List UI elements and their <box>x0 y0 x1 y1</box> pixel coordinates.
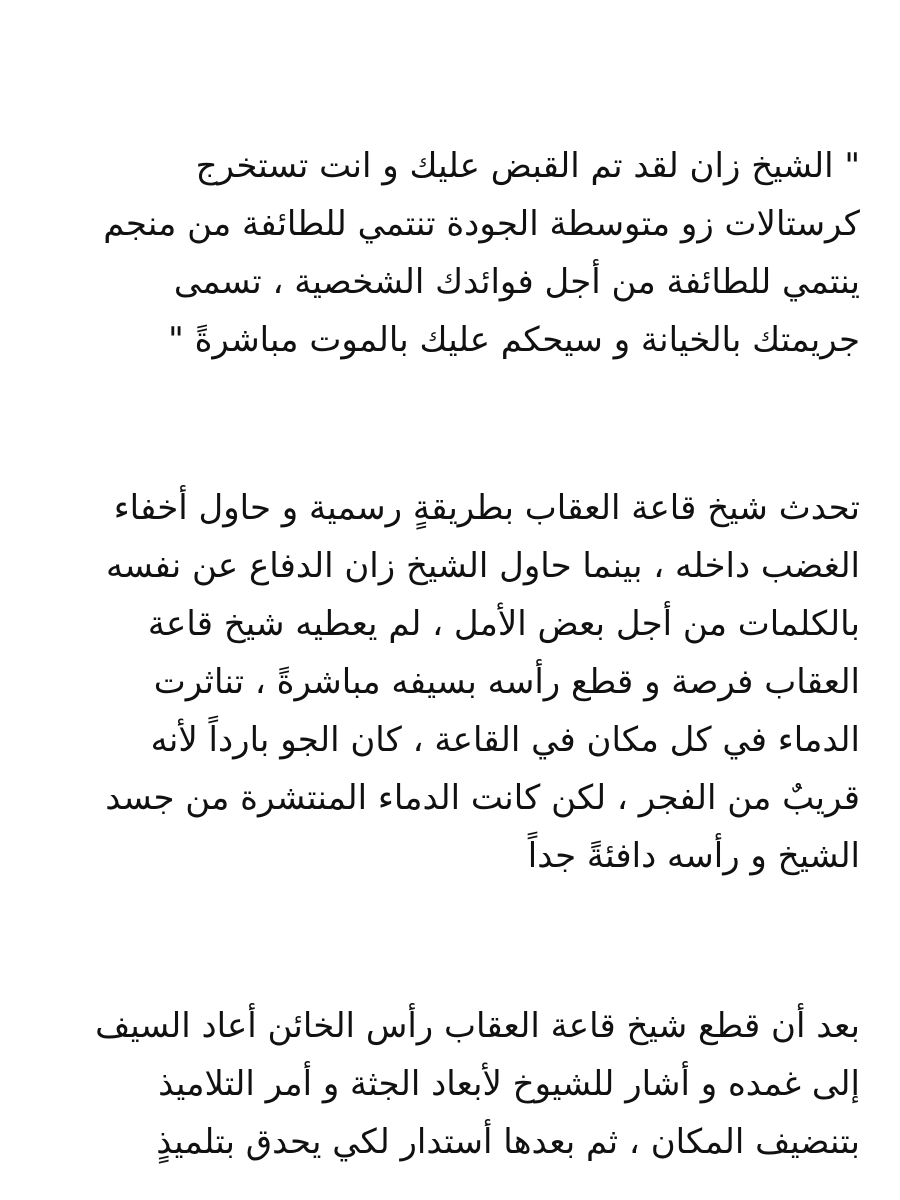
paragraph-execution <box>40 479 860 885</box>
paragraph-line: ينتمي للطائفة من أجل فوائدك الشخصية ، تسمى <box>173 262 860 302</box>
paragraph-line: الشيخ و رأسه دافئةً جداً <box>527 836 860 876</box>
paragraph-line: العقاب فرصة و قطع رأسه بسيفه مباشرةً ، تناثرت <box>153 662 860 702</box>
paragraph-line: قريبٌ من الفجر ، لكن كانت الدماء المنتشرة من جسد <box>105 778 860 818</box>
paragraph-line: بعد أن قطع شيخ قاعة العقاب رأس الخائن أعاد السيف <box>95 1006 860 1046</box>
paragraph-aftermath <box>40 997 860 1171</box>
paragraph-line: الغضب داخله ، بينما حاول الشيخ زان الدفاع عن نفسه <box>105 546 860 586</box>
paragraph-line: إلى غمده و أشار للشيوخ لأبعاد الجثة و أمر التلاميذ <box>158 1064 860 1104</box>
paragraph-line: كرستالات زو متوسطة الجودة تنتمي للطائفة من منجم <box>103 204 860 244</box>
paragraph-verdict <box>40 137 860 369</box>
paragraph-line: " الشيخ زان لقد تم القبض عليك و انت تستخرج <box>195 146 860 186</box>
paragraph-line: بتنضيف المكان ، ثم بعدها أستدار لكي يحدق بتلميذٍ <box>156 1122 860 1162</box>
paragraph-line: الدماء في كل مكان في القاعة ، كان الجو بارداً لأنه <box>150 720 860 760</box>
paragraph-line: بالكلمات من أجل بعض الأمل ، لم يعطيه شيخ قاعة <box>147 604 860 644</box>
paragraph-line: جريمتك بالخيانة و سيحكم عليك بالموت مباشرةً " <box>168 320 860 360</box>
paragraph-line: تحدث شيخ قاعة العقاب بطريقةٍ رسمية و حاول أخفاء <box>113 488 860 528</box>
